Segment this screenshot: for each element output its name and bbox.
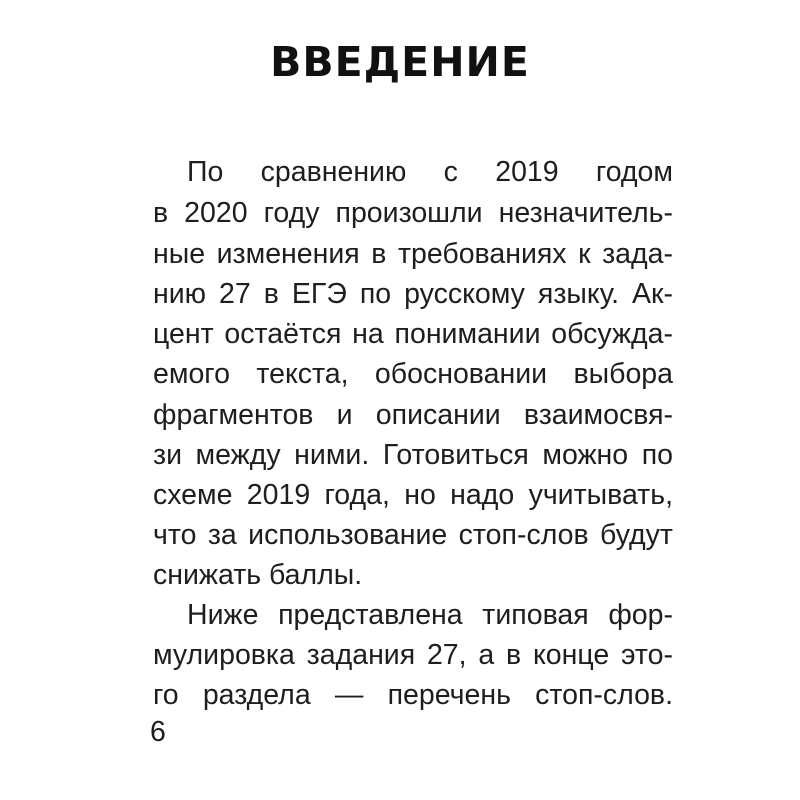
text-line: снижать баллы. (153, 559, 363, 591)
text-line: цент остаётся на понимании обсужда- (153, 318, 673, 350)
text-line: емого текста, обосновании выбора (153, 358, 673, 390)
page-title: ВВЕДЕНИЕ (270, 38, 530, 86)
text-line: По сравнению с 2019 годом (187, 156, 673, 188)
text-line: мулировка задания 27, а в конце это- (153, 639, 673, 671)
text-line: схеме 2019 года, но надо учитывать, (153, 479, 673, 511)
page-number: 6 (150, 716, 166, 748)
text-line: го раздела — перечень стоп-слов. (153, 679, 673, 711)
text-line: фрагментов и описании взаимосвя- (153, 399, 673, 431)
text-line: ные изменения в требованиях к зада- (153, 238, 673, 270)
text-line: Ниже представлена типовая фор- (187, 599, 673, 631)
text-line: что за использование стоп-слов будут (153, 519, 673, 551)
text-line: зи между ними. Готовиться можно по (153, 439, 673, 471)
text-line: нию 27 в ЕГЭ по русскому языку. Ак- (153, 278, 673, 310)
text-line: в 2020 году произошли незначитель- (153, 197, 673, 229)
